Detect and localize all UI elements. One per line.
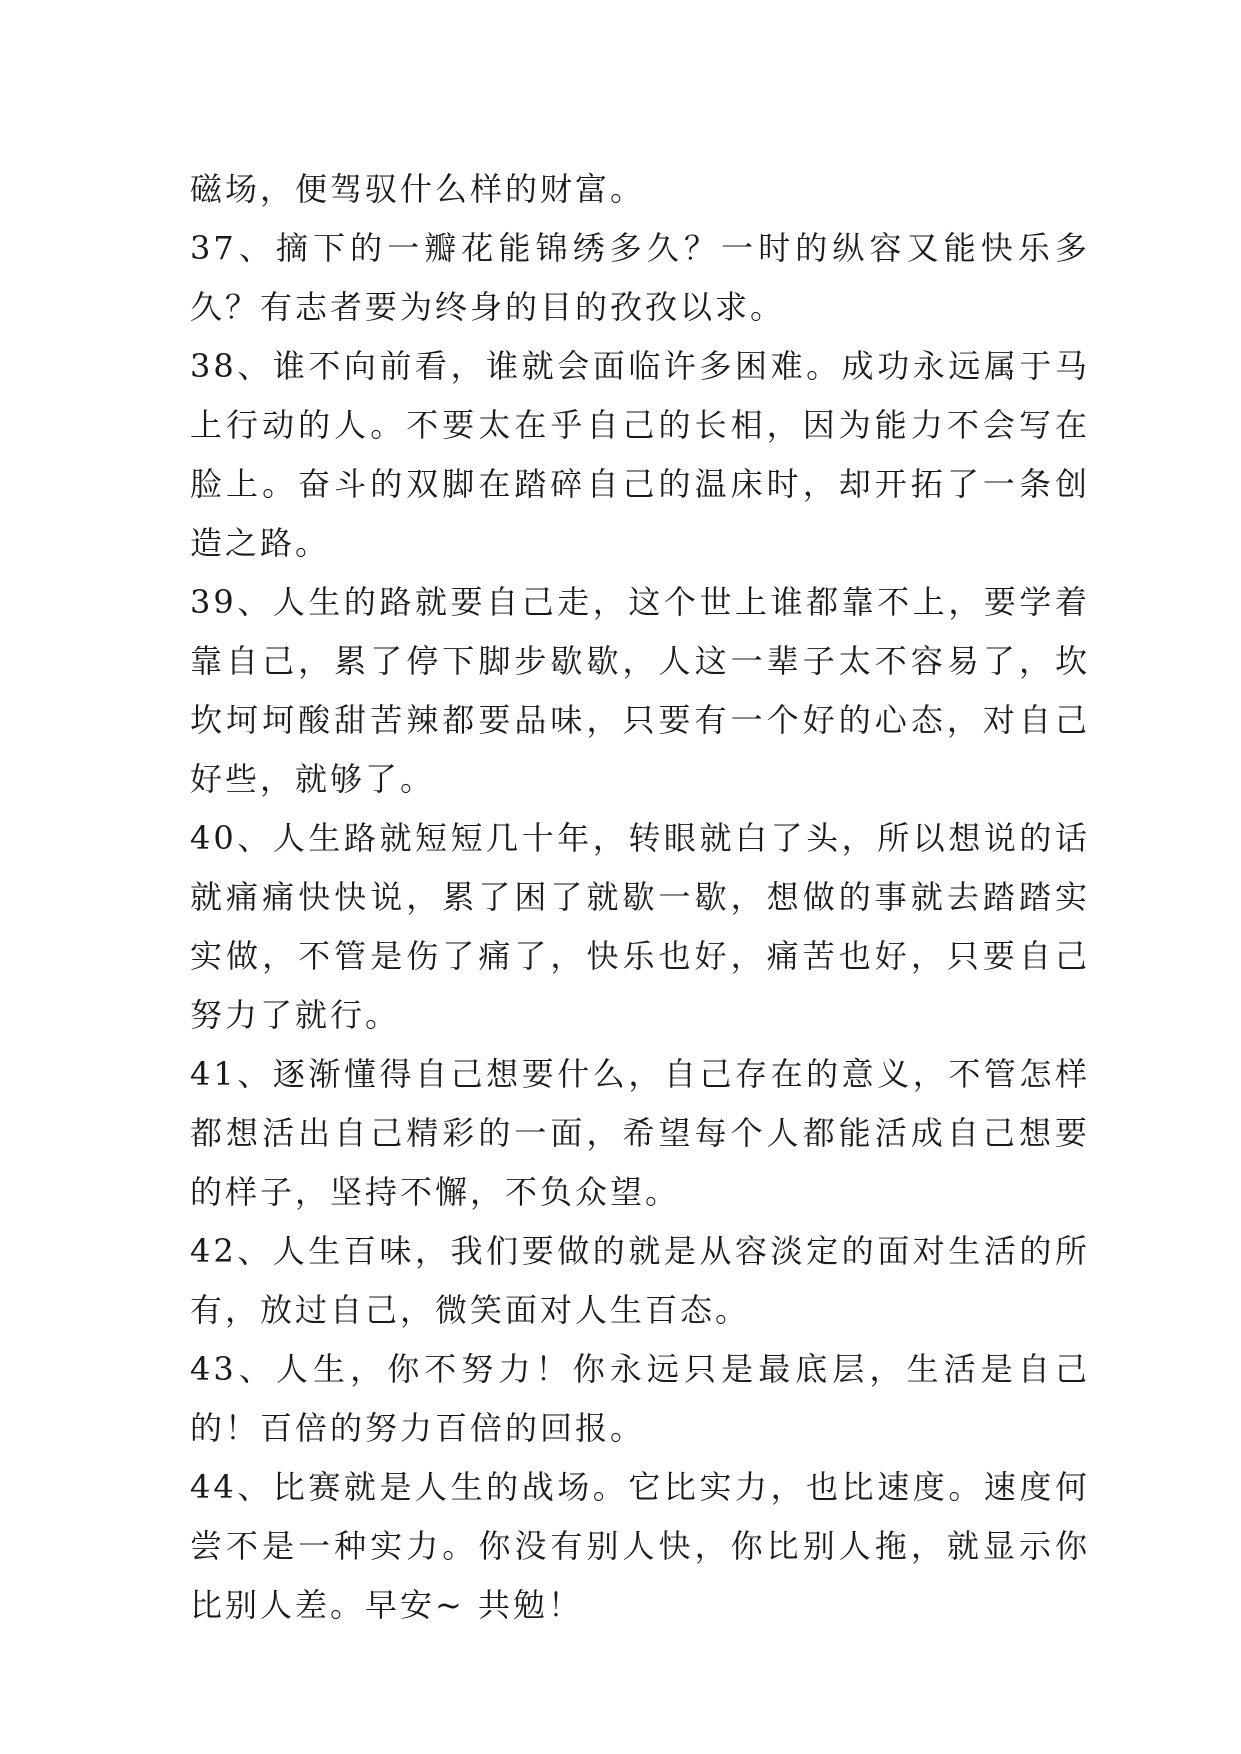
- paragraph-44: 44、比赛就是人生的战场。它比实力，也比速度。速度何尝不是一种实力。你没有别人快，你比别人拖，就显示你比别人差。早安~ 共勉！: [190, 1468, 1090, 1624]
- paragraph-continuation: 磁场，便驾驭什么样的财富。: [190, 170, 646, 208]
- paragraph-43: 43、人生，你不努力！你永远只是最底层，生活是自己的！百倍的努力百倍的回报。: [190, 1350, 1090, 1447]
- paragraph-41: 41、逐渐懂得自己想要什么，自己存在的意义，不管怎样都想活出自己精彩的一面，希望每个人都能活成自己想要的样子，坚持不懈，不负众望。: [190, 1055, 1090, 1211]
- paragraph-39: 39、人生的路就要自己走，这个世上谁都靠不上，要学着靠自己，累了停下脚步歇歇，人这一辈子太不容易了，坎坎坷坷酸甜苦辣都要品味，只要有一个好的心态，对自己好些，就够了。: [190, 583, 1090, 798]
- document-body: [190, 160, 1090, 1635]
- paragraph-42: 42、人生百味，我们要做的就是从容淡定的面对生活的所有，放过自己，微笑面对人生百态。: [190, 1232, 1090, 1329]
- paragraph-40: 40、人生路就短短几十年，转眼就白了头，所以想说的话就痛痛快快说，累了困了就歇一歇，想做的事就去踏踏实实做，不管是伤了痛了，快乐也好，痛苦也好，只要自己努力了就行。: [190, 819, 1090, 1034]
- paragraph-37: 37、摘下的一瓣花能锦绣多久？一时的纵容又能快乐多久？有志者要为终身的目的孜孜以求。: [190, 229, 1090, 326]
- paragraph-38: 38、谁不向前看，谁就会面临许多困难。成功永远属于马上行动的人。不要太在乎自己的长相，因为能力不会写在脸上。奋斗的双脚在踏碎自己的温床时，却开拓了一条创造之路。: [190, 347, 1090, 562]
